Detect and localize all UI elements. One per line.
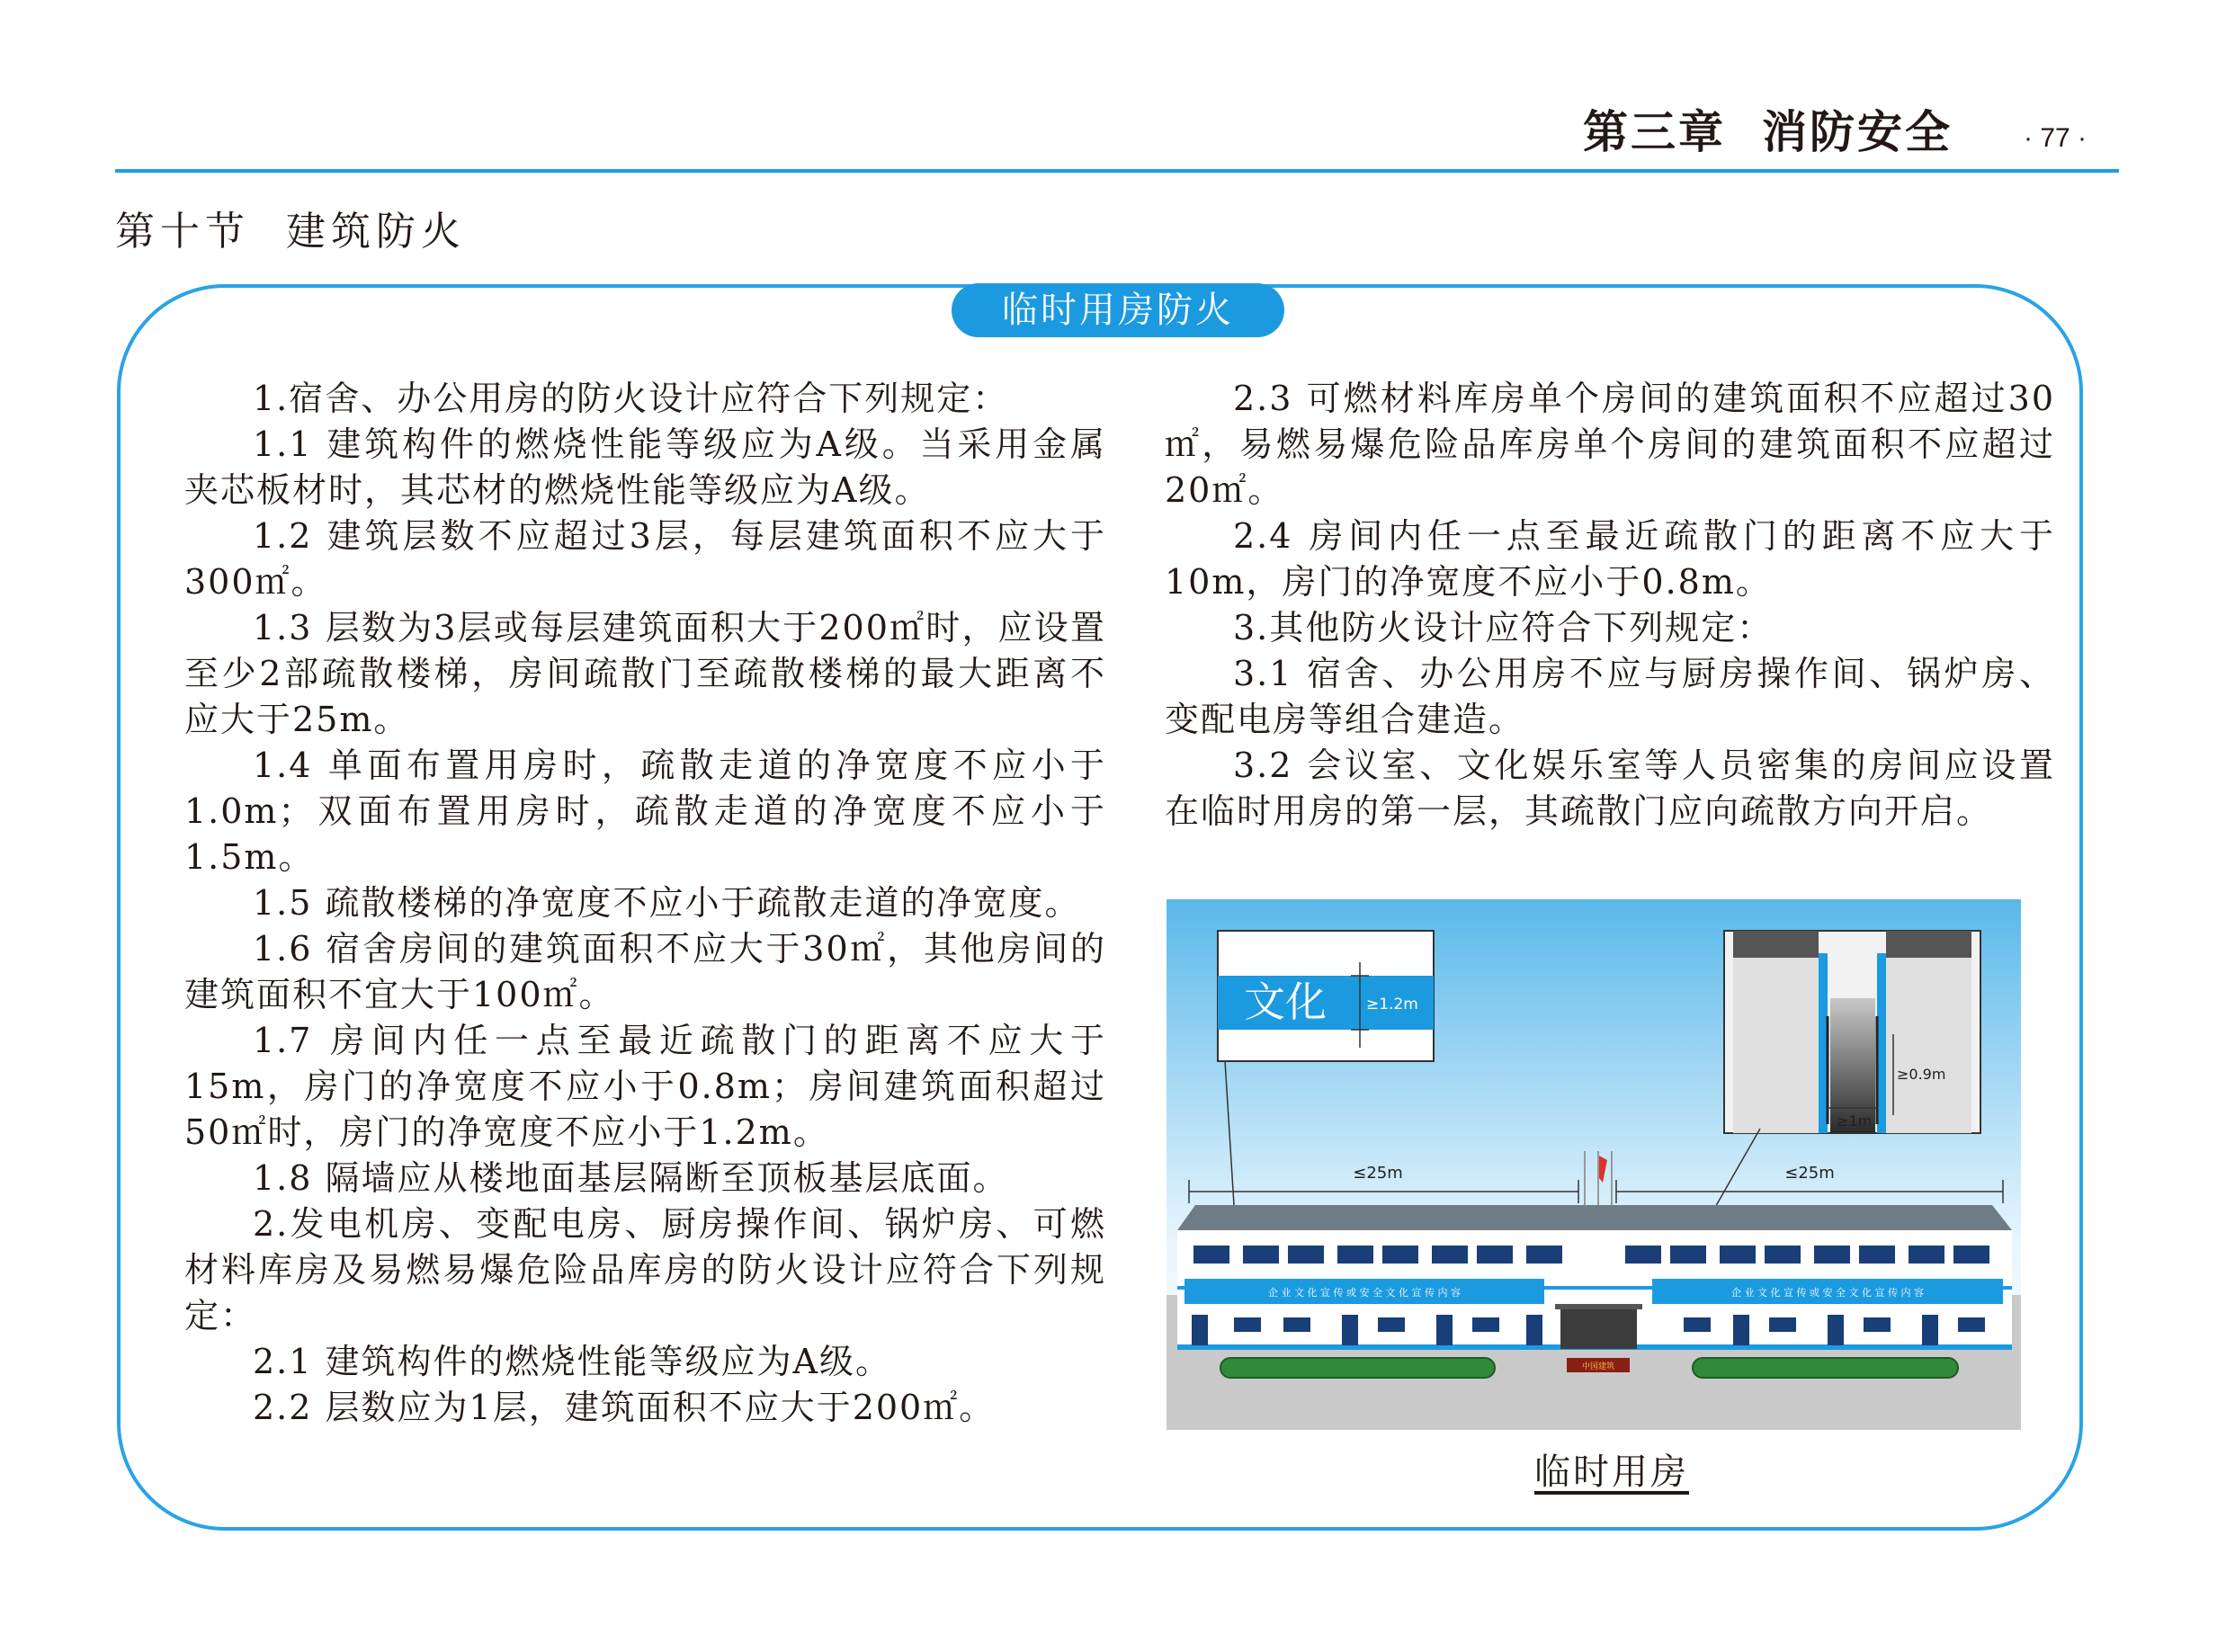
entrance-sign: 中国建筑: [1581, 1362, 1615, 1371]
rule-paragraph: 2.4 房间内任一点至最近疏散门的距离不应大于10m，房门的净宽度不应小于0.8m。: [1165, 516, 2055, 602]
topic-banner: 临时用房防火: [952, 283, 1284, 337]
section-number: 第十节: [115, 209, 250, 254]
rule-paragraph: 1.5 疏散楼梯的净宽度不应小于疏散走道的净宽度。: [253, 883, 1081, 923]
rule-paragraph: 3.2 会议室、文化娱乐室等人员密集的房间应设置在临时用房的第一层，其疏散门应向疏散方向开启。: [1165, 746, 2055, 831]
chapter-number: 第三章: [1583, 106, 1726, 158]
section-title: [115, 203, 466, 261]
rule-paragraph: 1.3 层数为3层或每层建筑面积大于200㎡时，应设置至少2部疏散楼梯，房间疏散门至疏散楼梯的最大距离不应大于25m。: [184, 608, 1106, 739]
left-column: [184, 376, 1106, 1431]
rule-paragraph: 2.1 建筑构件的燃烧性能等级应为A级。: [253, 1342, 891, 1381]
rule-paragraph: 1.7 房间内任一点至最近疏散门的距离不应大于15m，房门的净宽度不应小于0.8m；房间建筑面积超过50㎡时，房门的净宽度不应小于1.2m。: [184, 1021, 1106, 1152]
temporary-building-illustration: [1167, 899, 2021, 1430]
slogan-right: 企 业 文 化 宣 传 或 安 全 文 化 宣 传 内 容: [1731, 1287, 1924, 1299]
illustration-caption: 临时用房: [1534, 1451, 1689, 1493]
rule-paragraph: 1.6 宿舍房间的建筑面积不应大于30㎡，其他房间的建筑面积不宜大于100㎡。: [184, 929, 1106, 1014]
page-number: · 77 ·: [2024, 123, 2087, 153]
chapter-name: 消防安全: [1762, 106, 1953, 158]
sign-text: 文化: [1244, 978, 1327, 1026]
rule-paragraph: 1.8 隔墙应从楼地面基层隔断至顶板基层底面。: [253, 1158, 1009, 1198]
rule-paragraph: 3.1 宿舍、办公用房不应与厨房操作间、锅炉房、变配电房等组合建造。: [1165, 654, 2055, 739]
stair-rail-label: ≥0.9m: [1897, 1066, 1946, 1083]
rule-paragraph: 1.4 单面布置用房时，疏散走道的净宽度不应小于1.0m；双面布置用房时，疏散走道的净宽度不应小于1.5m。: [184, 746, 1106, 877]
distance-left-label: ≤25m: [1353, 1164, 1403, 1183]
right-column: [1165, 376, 2055, 835]
chapter-title: [1583, 101, 1997, 164]
section-name: 建筑防火: [286, 209, 466, 254]
slogan-left: 企 业 文 化 宣 传 或 安 全 文 化 宣 传 内 容: [1268, 1287, 1461, 1299]
stair-width-label: ≥1m: [1837, 1112, 1873, 1130]
rule-paragraph: 2.3 可燃材料库房单个房间的建筑面积不应超过30㎡，易燃易爆危险品库房单个房间的建筑面积不应超过20㎡。: [1165, 379, 2055, 510]
rule-paragraph: 2.2 层数应为1层，建筑面积不应大于200㎡。: [253, 1388, 996, 1427]
rule-paragraph: 1.2 建筑层数不应超过3层，每层建筑面积不应大于300㎡。: [184, 516, 1106, 602]
rule-paragraph: 1.1 建筑构件的燃烧性能等级应为A级。当采用金属夹芯板材时，其芯材的燃烧性能等级应为A级。: [184, 424, 1106, 510]
header-divider: [115, 169, 2119, 173]
sign-height-label: ≥1.2m: [1366, 996, 1418, 1014]
building-diagram: [1167, 899, 2021, 1430]
distance-right-label: ≤25m: [1784, 1164, 1835, 1183]
rule-paragraph: 2.发电机房、变配电房、厨房操作间、锅炉房、可燃材料库房及易燃易爆危险品库房的防火设计应符合下列规定：: [184, 1204, 1106, 1335]
rule-paragraph: 3.其他防火设计应符合下列规定：: [1233, 608, 1774, 647]
rule-paragraph: 1.宿舍、办公用房的防火设计应符合下列规定：: [253, 379, 1009, 418]
